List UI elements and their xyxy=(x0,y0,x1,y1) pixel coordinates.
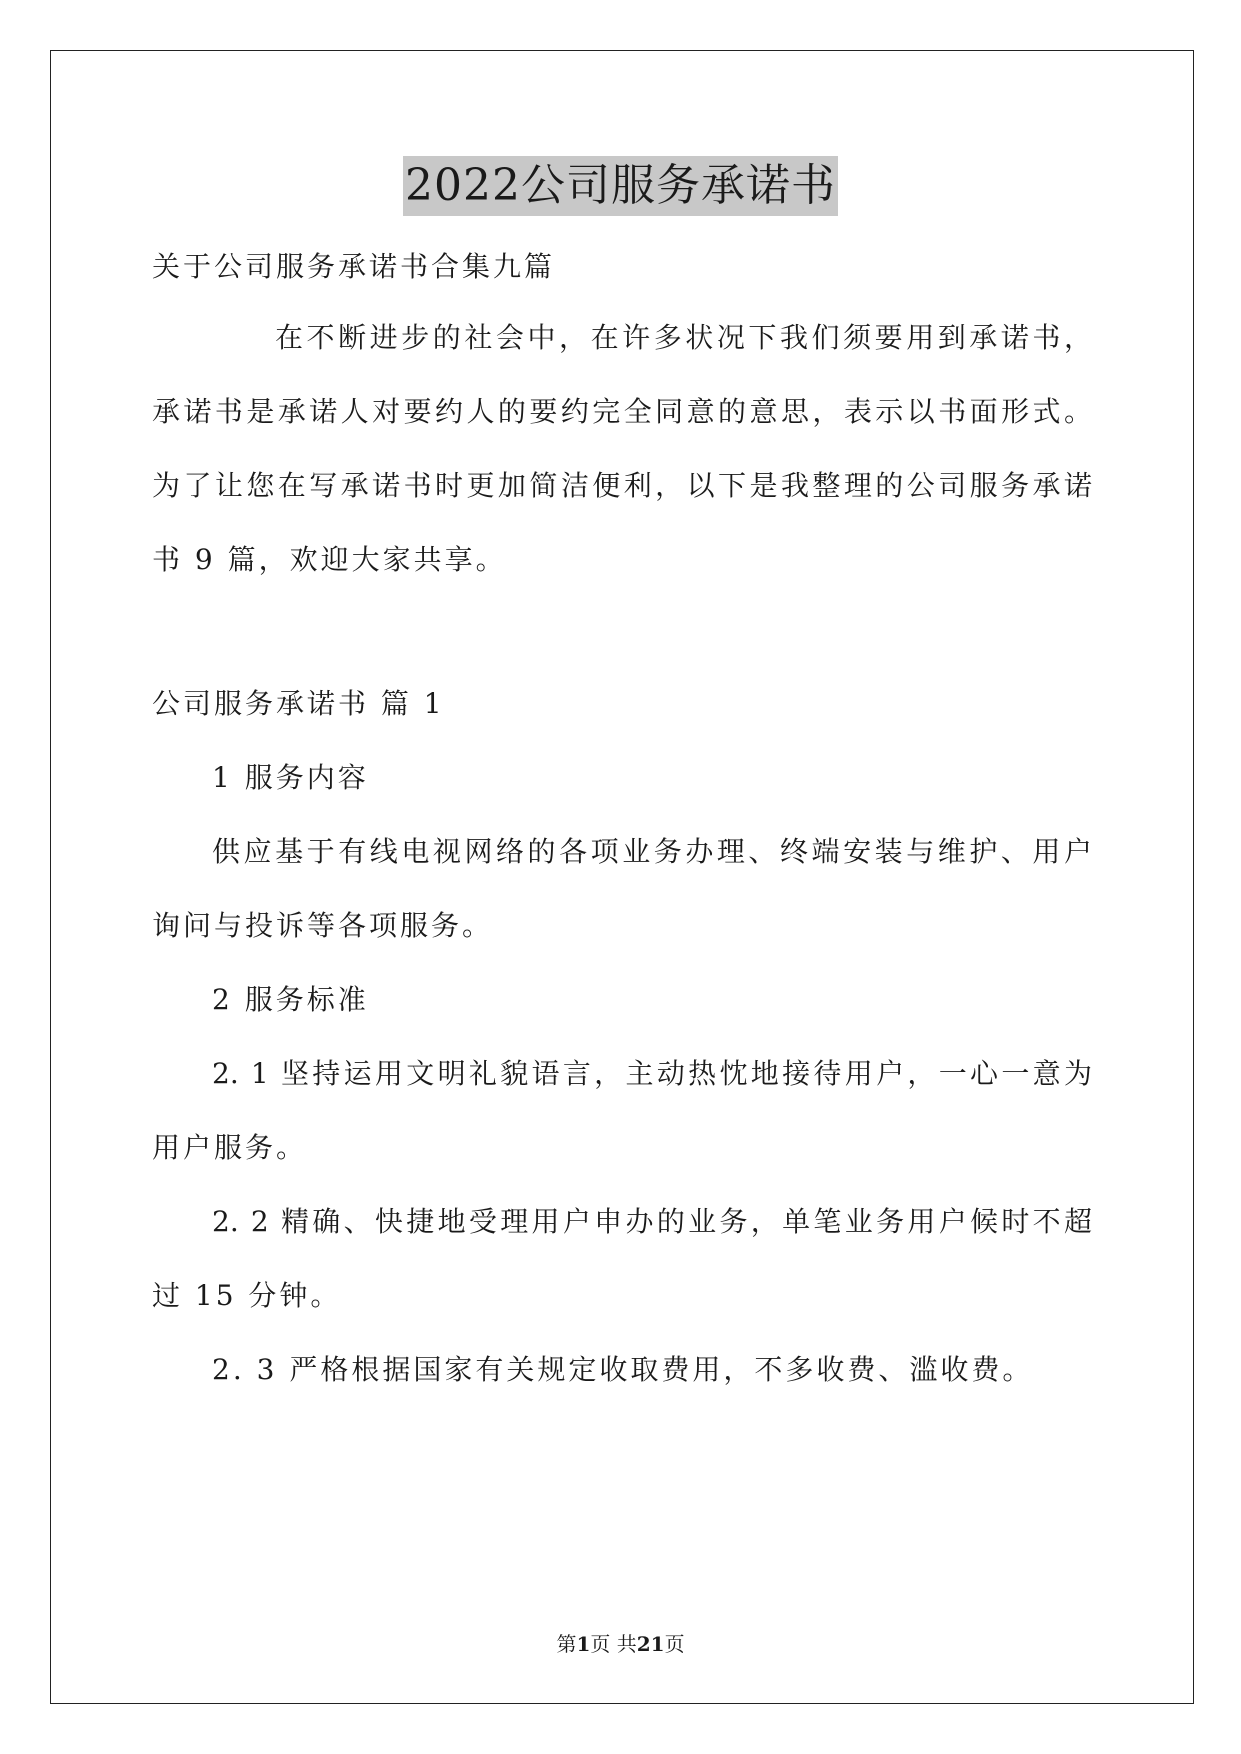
footer-suffix: 页 xyxy=(664,1632,685,1656)
footer-total-pages: 21 xyxy=(636,1632,665,1656)
footer-mid: 页 共 xyxy=(590,1632,637,1656)
intro-line-2: 承诺书是承诺人对要约人的要约完全同意的意思，表示以书面形式。 xyxy=(152,395,1092,428)
paragraph-2-2-line-1: 2. 2 精确、快捷地受理用户申办的业务，单笔业务用户候时不超 xyxy=(212,1205,1092,1238)
footer-prefix: 第 xyxy=(556,1632,577,1656)
intro-line-1: 在不断进步的社会中，在许多状况下我们须要用到承诺书， xyxy=(275,321,1092,354)
item-heading-1: 1 服务内容 xyxy=(212,761,369,794)
paragraph-1-line-2: 询问与投诉等各项服务。 xyxy=(152,909,494,942)
footer-page-number: 1 xyxy=(576,1632,591,1656)
section-heading: 公司服务承诺书 篇 1 xyxy=(152,687,445,720)
document-subtitle: 关于公司服务承诺书合集九篇 xyxy=(152,250,556,283)
paragraph-2-3-line-1: 2. 3 严格根据国家有关规定收取费用，不多收费、滥收费。 xyxy=(212,1353,1034,1386)
paragraph-1-line-1: 供应基于有线电视网络的各项业务办理、终端安装与维护、用户 xyxy=(212,835,1092,868)
document-title: 2022公司服务承诺书 xyxy=(403,156,838,216)
paragraph-2-2-line-2: 过 15 分钟。 xyxy=(152,1279,342,1312)
paragraph-2-1-line-1: 2. 1 坚持运用文明礼貌语言，主动热忱地接待用户，一心一意为 xyxy=(212,1057,1092,1090)
paragraph-2-1-line-2: 用户服务。 xyxy=(152,1131,308,1164)
item-heading-2: 2 服务标准 xyxy=(212,983,369,1016)
page-footer xyxy=(0,1630,1241,1658)
page-border xyxy=(50,50,1194,1704)
title-container xyxy=(0,156,1241,216)
intro-line-3: 为了让您在写承诺书时更加简洁便利，以下是我整理的公司服务承诺 xyxy=(152,469,1092,502)
intro-line-4: 书 9 篇，欢迎大家共享。 xyxy=(152,543,507,576)
